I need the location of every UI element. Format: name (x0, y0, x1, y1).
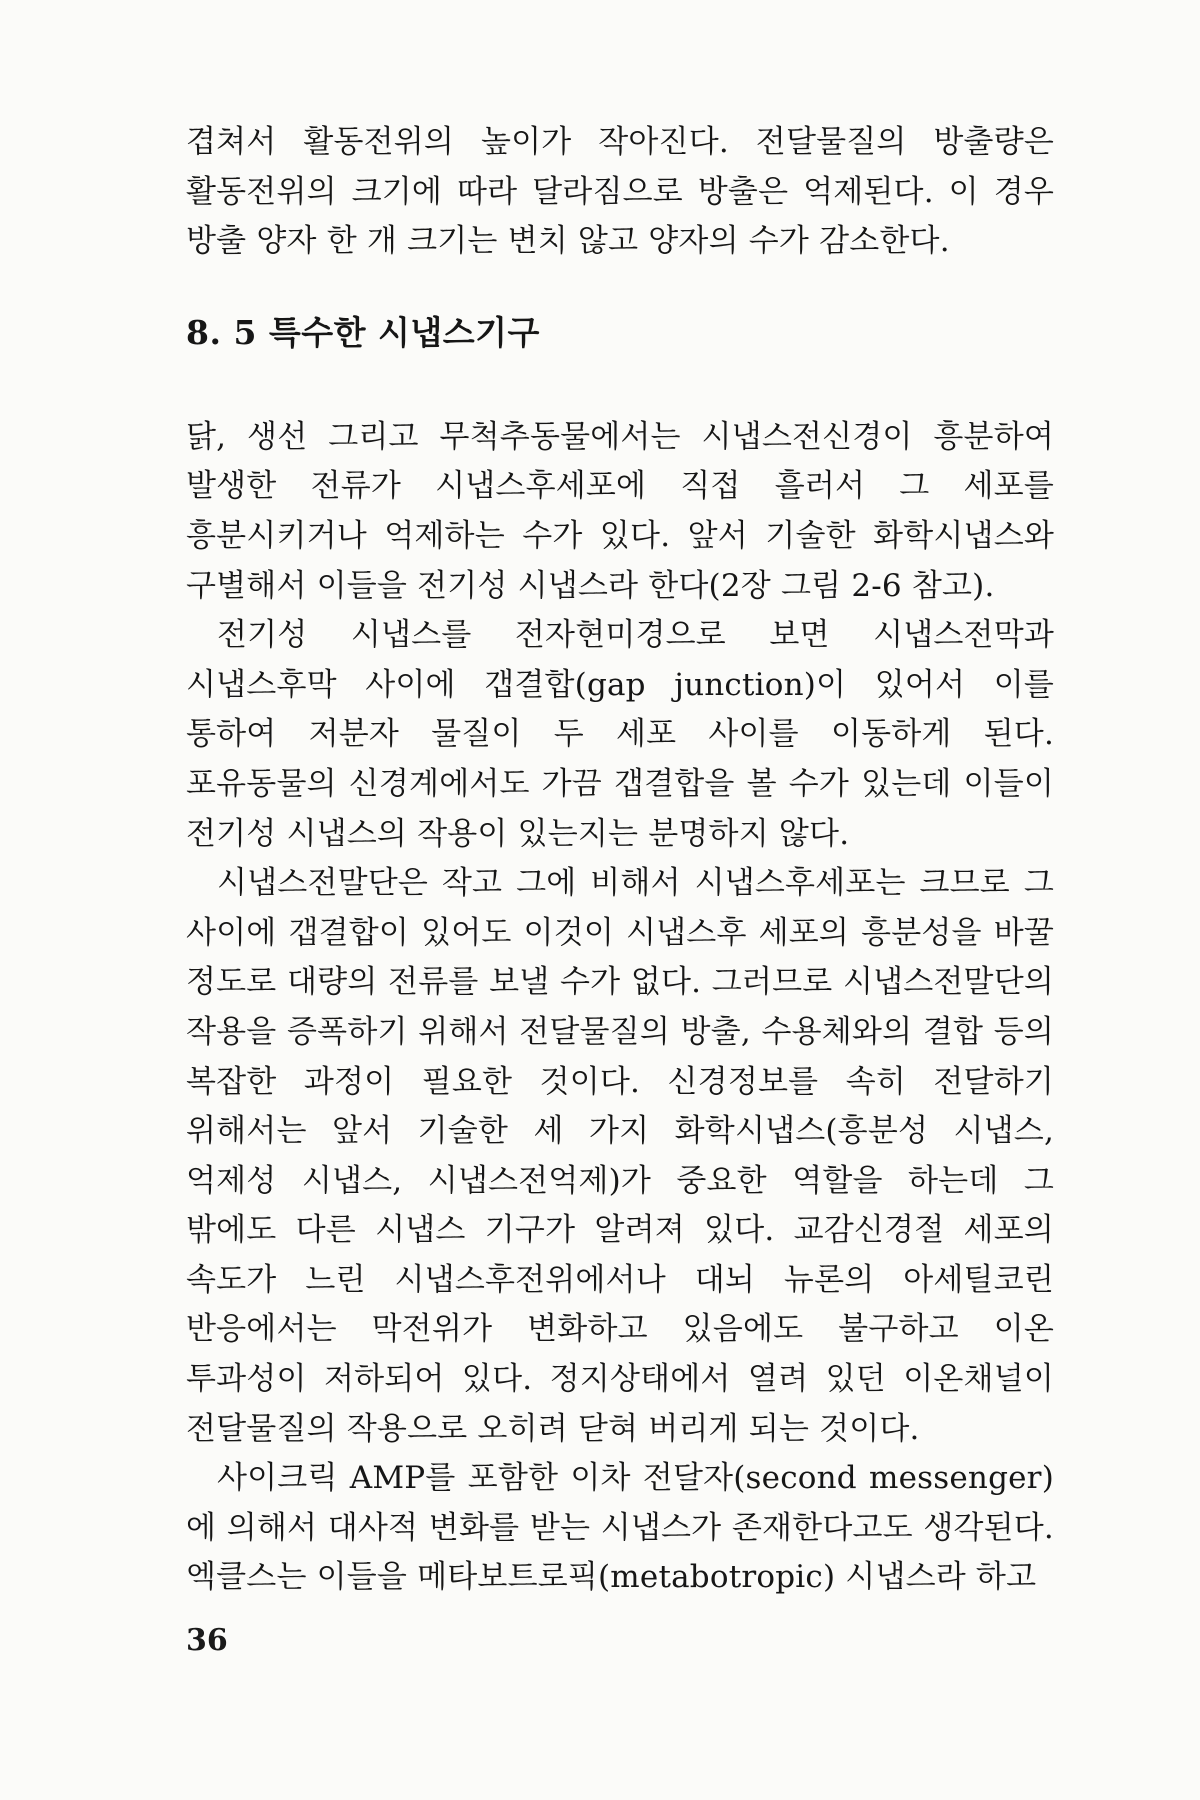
paragraph-second-messenger: 사이크릭 AMP를 포함한 이차 전달자(second messenger)에 의해서 대사적 변화를 받는 시냅스가 존재한다고도 생각된다. 엑클스는 이들을 메타보트로픽(metabotropic) 시냅스라 하고 (186, 1460, 1054, 1596)
paragraph-continuation: 겹쳐서 활동전위의 높이가 작아진다. 전달물질의 방출량은 활동전위의 크기에 따라 달라짐으로 방출은 억제된다. 이 경우 방출 양자 한 개 크기는 변치 않고 양자의 수가 감소한다. (186, 124, 1054, 260)
text-column (186, 118, 1054, 1603)
section-number: 8. 5 (186, 312, 257, 352)
section-heading (186, 307, 1054, 359)
paragraph-electrical-synapse-intro: 닭, 생선 그리고 무척추동물에서는 시냅스전신경이 흥분하여 발생한 전류가 시냅스후세포에 직접 흘러서 그 세포를 흥분시키거나 억제하는 수가 있다. 앞서 기술한 화학시냅스와 구별해서 이들을 전기성 시냅스라 한다(2장 그림 2-6 참고). (186, 418, 1054, 604)
paragraph-gap-junction: 전기성 시냅스를 전자현미경으로 보면 시냅스전막과 시냅스후막 사이에 갭결합(gap junction)이 있어서 이를 통하여 저분자 물질이 두 세포 사이를 이동하게 된다. 포유동물의 신경계에서도 가끔 갭결합을 볼 수가 있는데 이들이 전기성 시냅스의 작용이 있는지는 분명하지 않다. (186, 617, 1054, 852)
section-title: 특수한 시냅스기구 (268, 312, 540, 352)
paragraph-presynaptic-terminal: 시냅스전말단은 작고 그에 비해서 시냅스후세포는 크므로 그 사이에 갭결합이 있어도 이것이 시냅스후 세포의 흥분성을 바꿀 정도로 대량의 전류를 보낼 수가 없다. 그러므로 시냅스전말단의 작용을 증폭하기 위해서 전달물질의 방출, 수용체와의 결합 등의 복잡한 과정이 필요한 것이다. 신경정보를 속히 전달하기 위해서는 앞서 기술한 세 가지 화학시냅스(흥분성 시냅스, 억제성 시냅스, 시냅스전억제)가 중요한 역할을 하는데 그 밖에도 다른 시냅스 기구가 알려져 있다. 교감신경절 세포의 속도가 느린 시냅스후전위에서나 대뇌 뉴론의 아세틸코린 반응에서는 막전위가 변화하고 있음에도 불구하고 이온 투과성이 저하되어 있다. 정지상태에서 열려 있던 이온채널이 전달물질의 작용으로 오히려 닫혀 버리게 되는 것이다. (186, 865, 1054, 1447)
page-number: 36 (186, 1623, 228, 1658)
